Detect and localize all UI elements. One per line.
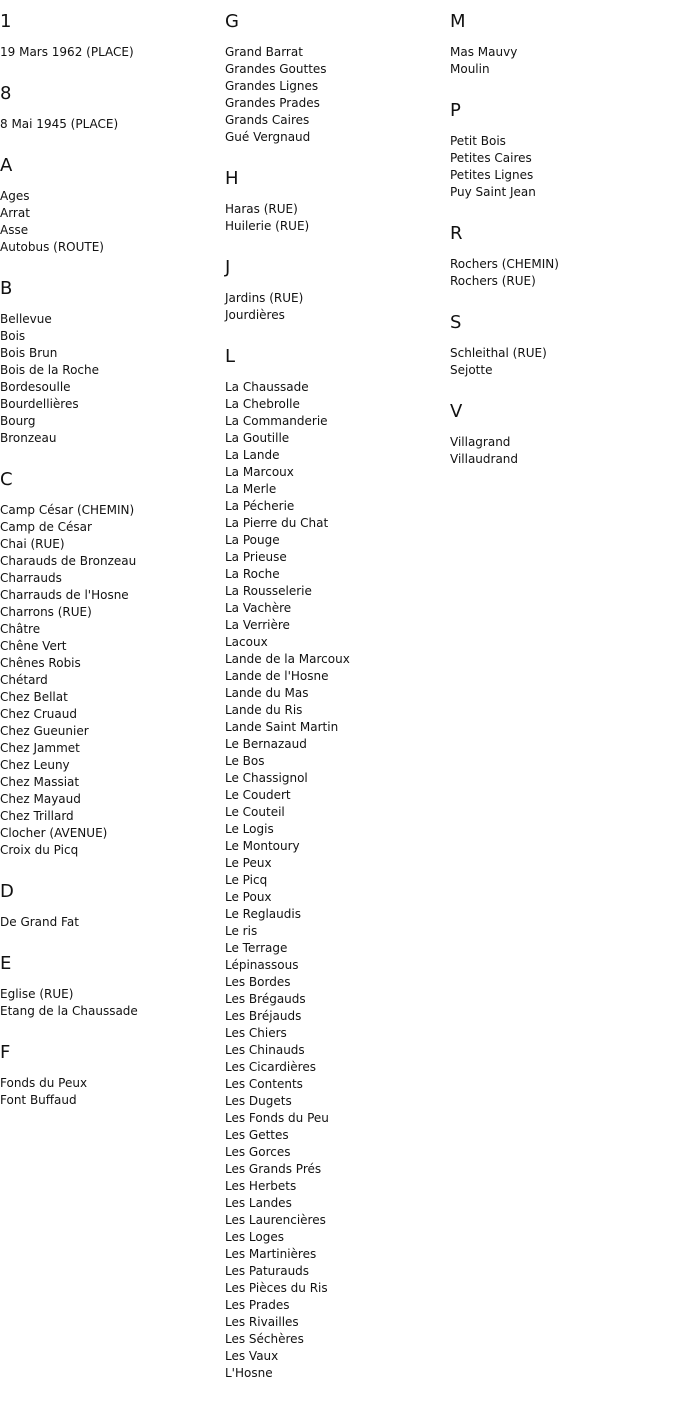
street-link-chatre[interactable]: Châtre [0, 622, 41, 636]
street-link-moulin[interactable]: Moulin [450, 62, 490, 76]
street-link-la-marcoux[interactable]: La Marcoux [225, 465, 294, 479]
street-link-la-verriere[interactable]: La Verrière [225, 618, 290, 632]
letter-heading: R [450, 223, 463, 244]
letter-section-a [0, 154, 225, 256]
street-link-bois-brun[interactable]: Bois Brun [0, 346, 58, 360]
street-link-gue-vergnaud[interactable]: Gué Vergnaud [225, 130, 311, 144]
street-link-clocher-avenue[interactable]: Clocher (AVENUE) [0, 826, 108, 840]
street-link-le-peux[interactable]: Le Peux [225, 856, 272, 870]
street-link-le-reglaudis[interactable]: Le Reglaudis [225, 907, 301, 921]
street-link-la-merle[interactable]: La Merle [225, 482, 277, 496]
street-link-lande-saint-martin[interactable]: Lande Saint Martin [225, 720, 339, 734]
letter-heading: E [0, 953, 12, 974]
street-link-le-montoury[interactable]: Le Montoury [225, 839, 300, 853]
letter-section-s [450, 311, 675, 379]
street-list [0, 502, 225, 859]
street-link-les-fonds-du-peu[interactable]: Les Fonds du Peu [225, 1111, 329, 1125]
street-link-les-chiers[interactable]: Les Chiers [225, 1026, 287, 1040]
street-link-jourdieres[interactable]: Jourdières [225, 308, 285, 322]
street-link-bordesoulle[interactable]: Bordesoulle [0, 380, 71, 394]
street-link-la-chebrolle[interactable]: La Chebrolle [225, 397, 300, 411]
street-link-ages[interactable]: Ages [0, 189, 30, 203]
street-list [0, 116, 225, 133]
letter-section-p [450, 99, 675, 201]
letter-heading: P [450, 100, 461, 121]
letter-section-l [225, 345, 450, 1382]
street-link-les-landes[interactable]: Les Landes [225, 1196, 292, 1210]
street-link-les-loges[interactable]: Les Loges [225, 1230, 284, 1244]
street-list [225, 379, 450, 1382]
street-link-la-vachere[interactable]: La Vachère [225, 601, 292, 615]
letter-section-1 [0, 10, 225, 61]
street-link-eglise-rue[interactable]: Eglise (RUE) [0, 987, 74, 1001]
street-link-les-cicardieres[interactable]: Les Cicardières [225, 1060, 316, 1074]
street-link-de-grand-fat[interactable]: De Grand Fat [0, 915, 79, 929]
letter-section-b [0, 277, 225, 447]
street-link-grandes-gouttes[interactable]: Grandes Gouttes [225, 62, 327, 76]
street-index-column-3 [450, 10, 675, 489]
letter-section-e [0, 952, 225, 1020]
street-link-etang-de-la-chaussade[interactable]: Etang de la Chaussade [0, 1004, 138, 1018]
street-list [0, 986, 225, 1020]
street-link-charrauds-de-l-hosne[interactable]: Charrauds de l'Hosne [0, 588, 129, 602]
letter-section-8 [0, 82, 225, 133]
letter-heading: 8 [0, 83, 12, 104]
street-link-les-paturauds[interactable]: Les Paturauds [225, 1264, 310, 1278]
street-link-le-bernazaud[interactable]: Le Bernazaud [225, 737, 307, 751]
letter-section-m [450, 10, 675, 78]
street-link-la-pierre-du-chat[interactable]: La Pierre du Chat [225, 516, 329, 530]
street-list [0, 1075, 225, 1109]
street-link-les-dugets[interactable]: Les Dugets [225, 1094, 292, 1108]
street-link-la-pouge[interactable]: La Pouge [225, 533, 280, 547]
street-link-les-vaux[interactable]: Les Vaux [225, 1349, 279, 1363]
street-list [0, 44, 225, 61]
street-link-asse[interactable]: Asse [0, 223, 29, 237]
street-link-les-martinieres[interactable]: Les Martinières [225, 1247, 317, 1261]
street-link-bourdellieres[interactable]: Bourdellières [0, 397, 79, 411]
street-link-chez-leuny[interactable]: Chez Leuny [0, 758, 70, 772]
street-link-la-chaussade[interactable]: La Chaussade [225, 380, 309, 394]
street-link-haras-rue[interactable]: Haras (RUE) [225, 202, 298, 216]
street-link-chetard[interactable]: Chétard [0, 673, 48, 687]
street-link-chez-cruaud[interactable]: Chez Cruaud [0, 707, 77, 721]
letter-heading: V [450, 401, 463, 422]
letter-heading: H [225, 168, 239, 189]
street-link-19-mars-1962-place[interactable]: 19 Mars 1962 (PLACE) [0, 45, 134, 59]
street-link-grands-caires[interactable]: Grands Caires [225, 113, 310, 127]
street-list [450, 345, 675, 379]
street-link-les-bordes[interactable]: Les Bordes [225, 975, 291, 989]
street-link-les-grands-pres[interactable]: Les Grands Prés [225, 1162, 322, 1176]
street-link-les-chinauds[interactable]: Les Chinauds [225, 1043, 305, 1057]
letter-heading: L [225, 346, 236, 367]
street-link-mas-mauvy[interactable]: Mas Mauvy [450, 45, 518, 59]
street-link-chenes-robis[interactable]: Chênes Robis [0, 656, 81, 670]
street-link-chai-rue[interactable]: Chai (RUE) [0, 537, 65, 551]
street-link-les-herbets[interactable]: Les Herbets [225, 1179, 297, 1193]
street-link-rochers-chemin[interactable]: Rochers (CHEMIN) [450, 257, 559, 271]
street-link-autobus-route[interactable]: Autobus (ROUTE) [0, 240, 104, 254]
street-link-chene-vert[interactable]: Chêne Vert [0, 639, 67, 653]
street-list [0, 914, 225, 931]
street-link-petites-lignes[interactable]: Petites Lignes [450, 168, 534, 182]
street-link-lacoux[interactable]: Lacoux [225, 635, 268, 649]
street-link-petites-caires[interactable]: Petites Caires [450, 151, 532, 165]
street-link-le-bos[interactable]: Le Bos [225, 754, 265, 768]
street-link-la-prieuse[interactable]: La Prieuse [225, 550, 287, 564]
letter-section-r [450, 222, 675, 290]
street-link-font-buffaud[interactable]: Font Buffaud [0, 1093, 77, 1107]
letter-heading: F [0, 1042, 11, 1063]
letter-heading: 1 [0, 11, 12, 32]
street-link-chez-massiat[interactable]: Chez Massiat [0, 775, 80, 789]
street-list [450, 44, 675, 78]
street-link-les-secheres[interactable]: Les Séchères [225, 1332, 304, 1346]
street-link-le-ris[interactable]: Le ris [225, 924, 258, 938]
street-list [225, 290, 450, 324]
street-link-grandes-lignes[interactable]: Grandes Lignes [225, 79, 319, 93]
street-link-les-prades[interactable]: Les Prades [225, 1298, 290, 1312]
letter-heading: B [0, 278, 13, 299]
letter-heading: C [0, 469, 13, 490]
street-link-la-lande[interactable]: La Lande [225, 448, 280, 462]
letter-section-v [450, 400, 675, 468]
street-link-les-gorces[interactable]: Les Gorces [225, 1145, 291, 1159]
street-link-le-logis[interactable]: Le Logis [225, 822, 274, 836]
street-list [450, 133, 675, 201]
street-link-lande-de-l-hosne[interactable]: Lande de l'Hosne [225, 669, 329, 683]
street-index-column-1 [0, 10, 225, 1130]
street-index-column-2 [225, 10, 450, 1403]
street-link-le-chassignol[interactable]: Le Chassignol [225, 771, 308, 785]
street-link-les-brejauds[interactable]: Les Bréjauds [225, 1009, 302, 1023]
street-link-lepinassous[interactable]: Lépinassous [225, 958, 299, 972]
street-link-charrauds[interactable]: Charrauds [0, 571, 62, 585]
street-link-grand-barrat[interactable]: Grand Barrat [225, 45, 303, 59]
street-link-arrat[interactable]: Arrat [0, 206, 30, 220]
street-link-charrons-rue[interactable]: Charrons (RUE) [0, 605, 92, 619]
letter-section-h [225, 167, 450, 235]
street-link-le-picq[interactable]: Le Picq [225, 873, 268, 887]
letter-section-d [0, 880, 225, 931]
street-link-la-rousselerie[interactable]: La Rousselerie [225, 584, 312, 598]
street-link-charauds-de-bronzeau[interactable]: Charauds de Bronzeau [0, 554, 137, 568]
street-list [225, 44, 450, 146]
street-list [0, 188, 225, 256]
letter-section-j [225, 256, 450, 324]
street-link-la-commanderie[interactable]: La Commanderie [225, 414, 328, 428]
street-link-les-contents[interactable]: Les Contents [225, 1077, 303, 1091]
street-link-la-roche[interactable]: La Roche [225, 567, 280, 581]
street-link-rochers-rue[interactable]: Rochers (RUE) [450, 274, 536, 288]
street-link-croix-du-picq[interactable]: Croix du Picq [0, 843, 79, 857]
street-list [450, 434, 675, 468]
street-list [450, 256, 675, 290]
letter-heading: J [225, 257, 231, 278]
street-list [0, 311, 225, 447]
street-link-villagrand[interactable]: Villagrand [450, 435, 511, 449]
street-link-jardins-rue[interactable]: Jardins (RUE) [225, 291, 304, 305]
street-link-camp-de-cesar[interactable]: Camp de César [0, 520, 92, 534]
street-link-chez-jammet[interactable]: Chez Jammet [0, 741, 80, 755]
street-link-les-rivailles[interactable]: Les Rivailles [225, 1315, 299, 1329]
street-link-huilerie-rue[interactable]: Huilerie (RUE) [225, 219, 310, 233]
street-link-bourg[interactable]: Bourg [0, 414, 36, 428]
street-link-puy-saint-jean[interactable]: Puy Saint Jean [450, 185, 536, 199]
street-link-lande-du-ris[interactable]: Lande du Ris [225, 703, 303, 717]
street-link-bois[interactable]: Bois [0, 329, 26, 343]
street-link-les-laurencieres[interactable]: Les Laurencières [225, 1213, 326, 1227]
letter-heading: G [225, 11, 239, 32]
street-link-le-couteil[interactable]: Le Couteil [225, 805, 285, 819]
street-link-la-goutille[interactable]: La Goutille [225, 431, 290, 445]
street-link-lande-de-la-marcoux[interactable]: Lande de la Marcoux [225, 652, 350, 666]
street-link-schleithal-rue[interactable]: Schleithal (RUE) [450, 346, 547, 360]
letter-section-c [0, 468, 225, 859]
street-link-le-coudert[interactable]: Le Coudert [225, 788, 291, 802]
letter-section-g [225, 10, 450, 146]
street-link-camp-cesar-chemin[interactable]: Camp César (CHEMIN) [0, 503, 135, 517]
street-link-fonds-du-peux[interactable]: Fonds du Peux [0, 1076, 88, 1090]
letter-heading: D [0, 881, 14, 902]
street-link-chez-gueunier[interactable]: Chez Gueunier [0, 724, 89, 738]
street-link-les-gettes[interactable]: Les Gettes [225, 1128, 289, 1142]
street-link-petit-bois[interactable]: Petit Bois [450, 134, 506, 148]
street-link-bronzeau[interactable]: Bronzeau [0, 431, 57, 445]
street-link-lande-du-mas[interactable]: Lande du Mas [225, 686, 309, 700]
letter-heading: S [450, 312, 462, 333]
letter-heading: A [0, 155, 13, 176]
street-link-le-terrage[interactable]: Le Terrage [225, 941, 288, 955]
street-link-le-poux[interactable]: Le Poux [225, 890, 272, 904]
street-link-la-pecherie[interactable]: La Pécherie [225, 499, 295, 513]
street-link-les-pieces-du-ris[interactable]: Les Pièces du Ris [225, 1281, 328, 1295]
street-link-sejotte[interactable]: Sejotte [450, 363, 493, 377]
street-link-bois-de-la-roche[interactable]: Bois de la Roche [0, 363, 100, 377]
street-link-chez-mayaud[interactable]: Chez Mayaud [0, 792, 81, 806]
street-link-chez-bellat[interactable]: Chez Bellat [0, 690, 68, 704]
letter-section-f [0, 1041, 225, 1109]
street-list [225, 201, 450, 235]
street-link-bellevue[interactable]: Bellevue [0, 312, 52, 326]
street-link-chez-trillard[interactable]: Chez Trillard [0, 809, 74, 823]
letter-heading: M [450, 11, 466, 32]
street-link-villaudrand[interactable]: Villaudrand [450, 452, 519, 466]
street-link-grandes-prades[interactable]: Grandes Prades [225, 96, 320, 110]
street-link-l-hosne[interactable]: L'Hosne [225, 1366, 273, 1380]
street-link-8-mai-1945-place[interactable]: 8 Mai 1945 (PLACE) [0, 117, 119, 131]
street-link-les-bregauds[interactable]: Les Brégauds [225, 992, 306, 1006]
